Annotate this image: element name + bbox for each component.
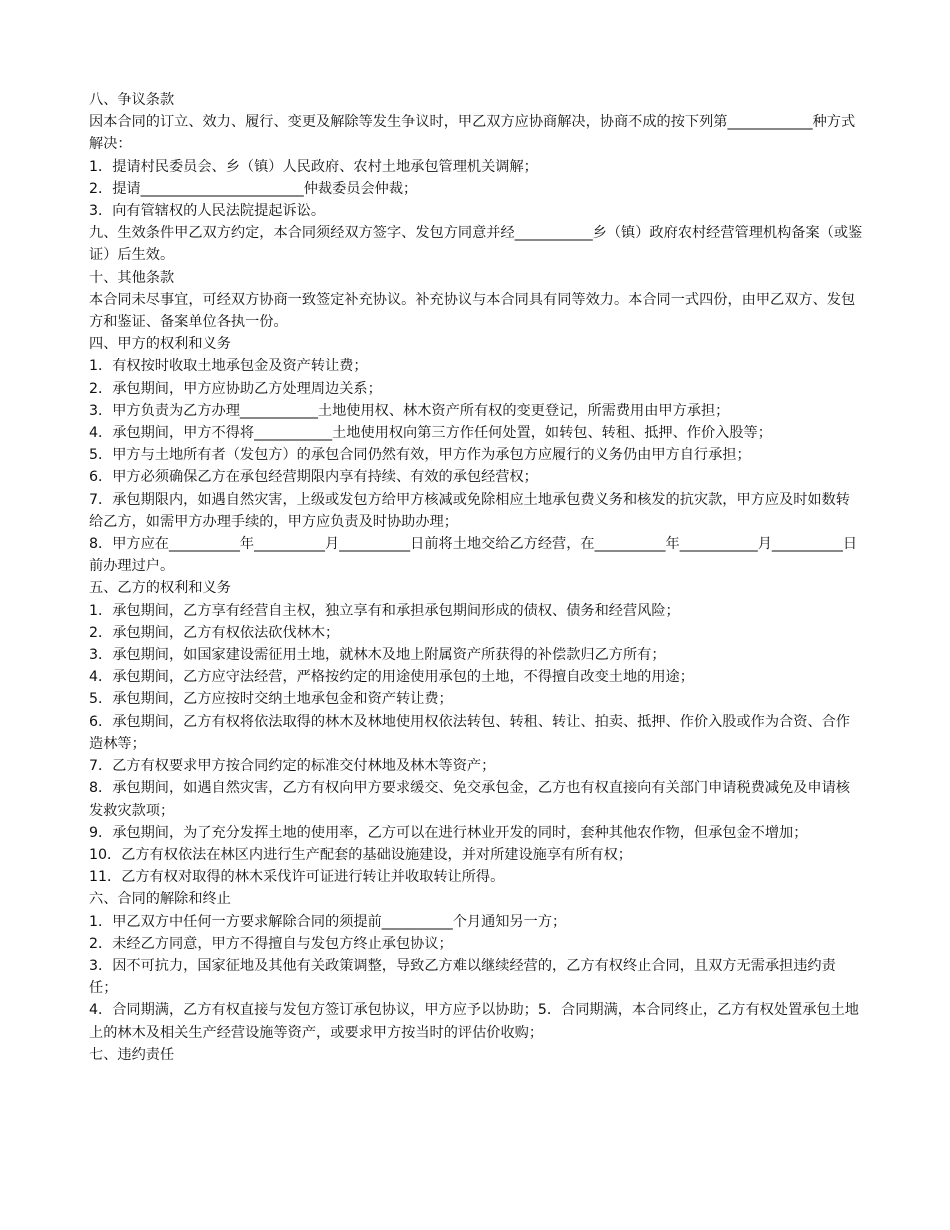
section-heading-liability: 七、违约责任 [89, 1046, 175, 1063]
section-heading-party-b-rights: 五、乙方的权利和义务 [89, 580, 231, 597]
list-item: 3．因不可抗力，国家征地及其他有关政策调整，导致乙方难以继续经营的，乙方有权终止合同，且双方无需承担违约责任； [89, 957, 836, 997]
list-item: 3．承包期间，如国家建设需征用土地，就林木及地上附属资产所获得的补偿款归乙方所有； [89, 647, 666, 664]
list-item: 8．甲方应在__________年__________月__________日前将土地交给乙方经营，在__________年___________月__________日前办理过户。 [89, 536, 858, 575]
paragraph: 本合同未尽事宜，可经双方协商一致签定补充协议。补充协议与本合同具有同等效力。本合同一式四份，由甲乙双方、发包方和鉴证、备案单位各执一份。 [89, 291, 856, 331]
list-item: 3．向有管辖权的人民法院提起诉讼。 [89, 203, 326, 220]
list-item: 8．承包期间，如遇自然灾害，乙方有权向甲方要求缓交、免交承包金，乙方也有权直接向有关部门申请税费减免及申请核发救灾款项； [89, 780, 850, 819]
section-heading-other-terms: 十、其他条款 [89, 269, 175, 286]
list-item: 2．承包期间，甲方应协助乙方处理周边关系； [89, 380, 382, 397]
list-item: 9．承包期间，为了充分发挥土地的使用率，乙方可以在进行林业开发的同时，套种其他农作物，但承包金不增加； [89, 824, 808, 841]
section-heading-dispute: 八、争议条款 [89, 92, 175, 108]
list-item: 2．提请_______________________仲裁委员会仲裁； [89, 180, 418, 197]
section-heading-termination: 六、合同的解除和终止 [89, 891, 231, 908]
list-item: 4．合同期满，乙方有权直接与发包方签订承包协议，甲方应予以协助；5．合同期满，本合同终止，乙方有权处置承包土地上的林木及相关生产经营设施等资产，或要求甲方按当时的评估价收购； [89, 1002, 859, 1041]
paragraph: 因本合同的订立、效力、履行、变更及解除等发生争议时，甲乙双方应协商解决，协商不成的按下列第____________种方式解决： [89, 114, 856, 153]
list-item: 6．承包期间，乙方有权将依法取得的林木及林地使用权依法转包、转租、转让、拍卖、抵押、作价入股或作为合资、合作造林等； [89, 713, 850, 752]
document-body [89, 89, 864, 1066]
list-item: 7．承包期限内，如遇自然灾害，上级或发包方给甲方核减或免除相应土地承包费义务和核发的抗灾款，甲方应及时如数转给乙方，如需甲方办理手续的，甲方应负责及时协助办理； [89, 491, 850, 530]
list-item: 4．承包期间，甲方不得将___________土地使用权向第三方作任何处置，如转包、转租、抵押、作价入股等； [89, 425, 772, 442]
list-item: 1．甲乙双方中任何一方要求解除合同的须提前__________个月通知另一方； [89, 913, 567, 930]
list-item: 2．承包期间，乙方有权依法砍伐林木； [89, 624, 340, 641]
list-item: 4．承包期间，乙方应守法经营，严格按约定的用途使用承包的土地，不得擅自改变土地的用途； [89, 669, 694, 686]
list-item: 1．承包期间，乙方享有经营自主权，独立享有和承担承包期间形成的债权、债务和经营风险； [89, 602, 680, 619]
list-item: 7．乙方有权要求甲方按合同约定的标准交付林地及林木等资产； [89, 758, 496, 775]
list-item: 2．未经乙方同意，甲方不得擅自与发包方终止承包协议； [89, 935, 453, 952]
list-item: 3．甲方负责为乙方办理___________土地使用权、林木资产所有权的变更登记，所需费用由甲方承担； [89, 402, 730, 419]
list-item: 1．提请村民委员会、乡（镇）人民政府、农村土地承包管理机关调解； [89, 158, 538, 175]
list-item: 10．乙方有权依法在林区内进行生产配套的基础设施建设，并对所建设施享有所有权； [89, 846, 632, 863]
list-item: 11．乙方有权对取得的林木采伐许可证进行转让并收取转让所得。 [89, 869, 505, 886]
paragraph-effective-conditions: 九、生效条件甲乙双方约定，本合同须经双方签字、发包方同意并经___________乡（镇）政府农村经营管理机构备案（或鉴证）后生效。 [89, 225, 863, 264]
list-item: 5．承包期间，乙方应按时交纳土地承包金和资产转让费； [89, 691, 453, 708]
section-heading-party-a-rights: 四、甲方的权利和义务 [89, 336, 231, 353]
list-item: 1．有权按时收取土地承包金及资产转让费； [89, 358, 368, 375]
list-item: 6．甲方必须确保乙方在承包经营期限内享有持续、有效的承包经营权； [89, 469, 538, 486]
list-item: 5．甲方与土地所有者（发包方）的承包合同仍然有效，甲方作为承包方应履行的义务仍由甲方自行承担； [89, 447, 751, 464]
